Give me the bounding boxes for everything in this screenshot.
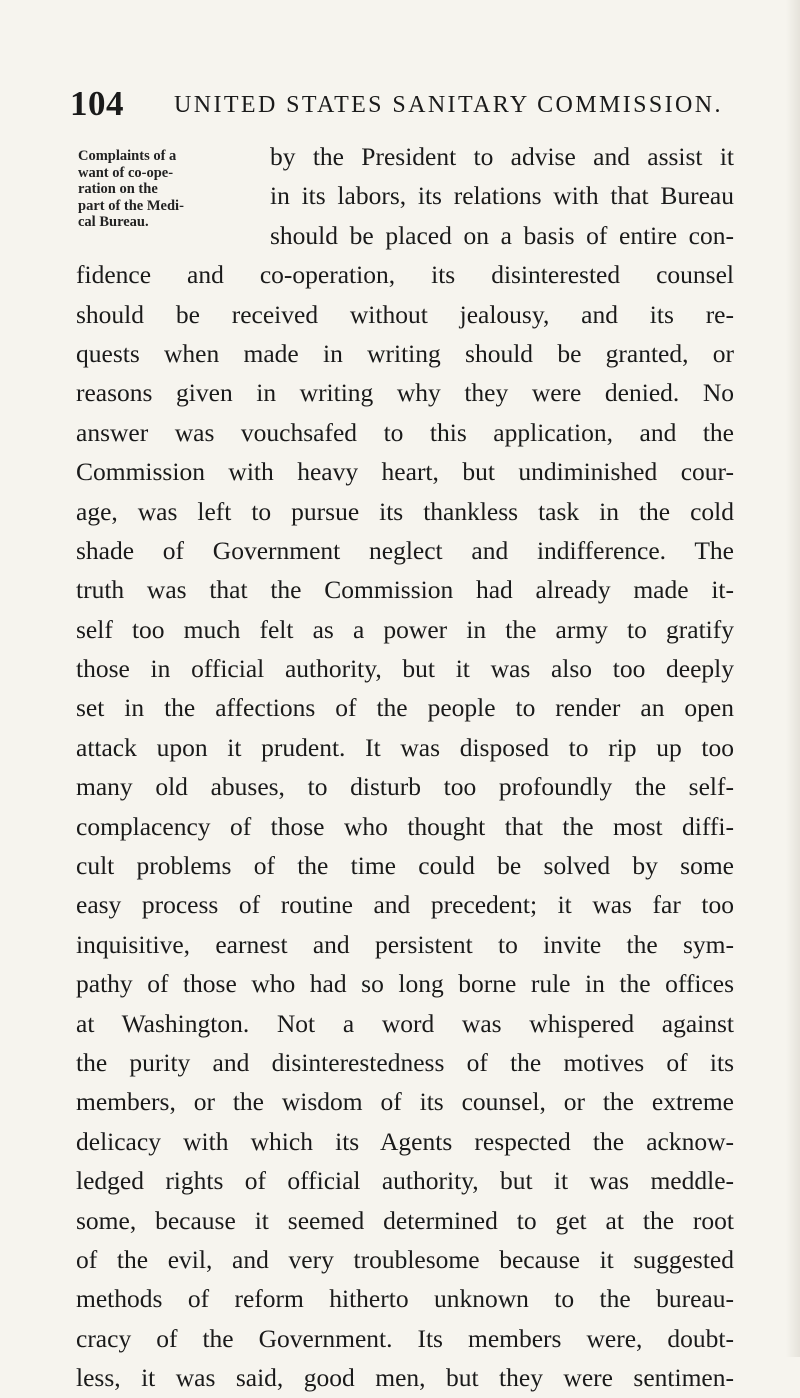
text-line: reasons given in writing why they were denied. No <box>76 378 734 408</box>
text-line: by the President to advise and assist it <box>270 142 734 171</box>
text-line: of the evil, and very troublesome because it suggested <box>76 1244 734 1274</box>
text-line: in its labors, its relations with that Bureau <box>270 181 734 211</box>
page-edge-shadow <box>786 0 800 1357</box>
text-line: methods of reform hitherto unknown to the bureau- <box>76 1284 734 1314</box>
text-line: set in the affections of the people to render an open <box>76 693 734 723</box>
text-line: age, was left to pursue its thankless task in the cold <box>76 496 734 526</box>
text-line: cracy of the Government. Its members were, doubt- <box>76 1323 734 1353</box>
text-line: answer was vouchsafed to this application, and the <box>76 417 734 447</box>
text-line: pathy of those who had so long borne rule in the offices <box>76 969 734 999</box>
marginal-note-line: cal Bureau. <box>78 214 149 230</box>
marginal-note-line: part of the Medi- <box>78 197 184 214</box>
text-line: fidence and co-operation, its disinterested counsel <box>76 260 734 290</box>
page-number: 104 <box>70 84 124 123</box>
text-line: many old abuses, to disturb too profoundly the self- <box>76 772 734 802</box>
text-line: easy process of routine and precedent; it was far too <box>76 890 734 920</box>
text-line: quests when made in writing should be granted, or <box>76 338 734 368</box>
text-line: members, or the wisdom of its counsel, or the extreme <box>76 1087 734 1117</box>
text-line: should be placed on a basis of entire con- <box>270 220 734 250</box>
text-line: attack upon it prudent. It was disposed to rip up too <box>76 732 734 762</box>
text-line: self too much felt as a power in the army to gratify <box>76 614 734 644</box>
text-line: those in official authority, but it was also too deeply <box>76 654 734 684</box>
text-line: inquisitive, earnest and persistent to invite the sym- <box>76 929 734 959</box>
body-text <box>76 137 734 1398</box>
text-line: truth was that the Commission had already made it- <box>76 575 734 605</box>
running-head <box>70 84 723 124</box>
text-line: complacency of those who thought that the most diffi- <box>76 811 734 841</box>
marginal-note-line: Complaints of a <box>78 148 177 164</box>
marginal-note-line: want of co-ope- <box>78 164 174 181</box>
text-line: shade of Government neglect and indifference. The <box>76 535 734 565</box>
text-line: should be received without jealousy, and its re- <box>76 299 734 329</box>
text-line: Commission with heavy heart, but undiminished cour- <box>76 457 734 487</box>
running-head-title: UNITED STATES SANITARY COMMISSION. <box>174 92 723 118</box>
text-line: delicacy with which its Agents respected the acknow- <box>76 1126 734 1156</box>
text-line: the purity and disinterestedness of the motives of its <box>76 1047 734 1077</box>
text-line: cult problems of the time could be solved by some <box>76 851 734 881</box>
text-line: some, because it seemed determined to get at the root <box>76 1205 734 1235</box>
text-line: at Washington. Not a word was whispered against <box>76 1008 734 1038</box>
marginal-note-line: ration on the <box>78 181 158 197</box>
text-line: less, it was said, good men, but they were sentimen- <box>76 1363 734 1393</box>
text-line: ledged rights of official authority, but it was meddle- <box>76 1166 734 1196</box>
